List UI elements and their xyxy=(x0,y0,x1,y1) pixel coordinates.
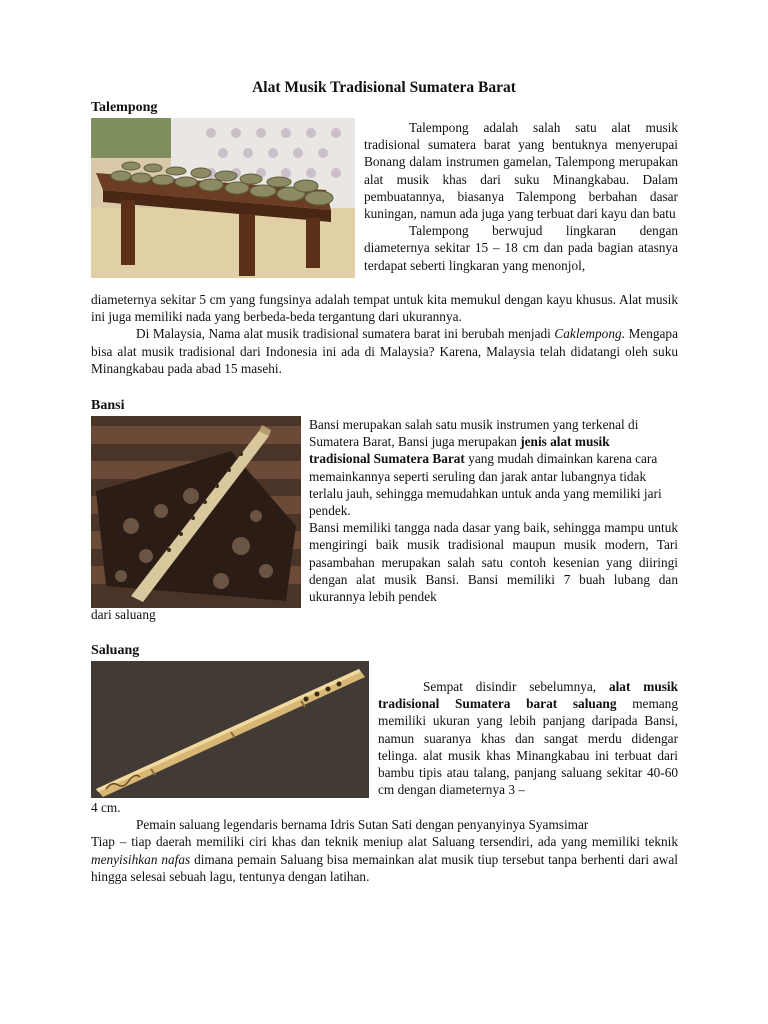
talempong-paragraph-1 xyxy=(364,119,678,274)
page-title: Alat Musik Tradisional Sumatera Barat xyxy=(252,79,516,96)
caklempong-term: Caklempong xyxy=(554,326,622,342)
saluang-text-1-bold: alat musik tradisional Sumatera barat saluang xyxy=(378,679,678,712)
saluang-text-1-tail: 4 cm. xyxy=(91,800,121,815)
saluang-photo xyxy=(91,661,369,798)
bansi-text-1-pre: Bansi merupakan salah satu musik instrumen yang terkenal di Sumatera Barat, Bansi juga merupakan xyxy=(309,417,639,450)
bansi-text-1-post: yang mudah dimainkan karena cara memainkannya seperti seruling dan jarak antar lubangnya tidak terlalu jauh, sehingga memudahkan untuk anda yang memiliki jari pendek. xyxy=(309,451,662,519)
saluang-text-1-post: memang memiliki ukuran yang lebih panjang daripada Bansi, namun suaranya khas dan sangat merdu didengar telinga. alat musik khas Minangkabau ini terbuat dari bambu tipis atau talang, panjang saluang sekitar 40-60 cm dengan diameternya 3 – xyxy=(378,696,678,798)
bansi-text-1 xyxy=(309,416,669,519)
section-heading-bansi: Bansi xyxy=(91,398,125,413)
saluang-paragraph-1 xyxy=(378,678,678,798)
saluang-text-3-pre: Tiap – tiap daerah memiliki ciri khas dan teknik meniup alat Saluang tersendiri, ada yang memiliki teknik xyxy=(91,834,678,850)
talempong-text-1: Talempong adalah salah satu alat musik tradisional sumatera barat yang bentuknya menyerupai Bonang dalam instrumen gamelan, Talempong merupakan alat musik khas dari suku Minangkabau. Dalam pembuatannya, biasanya Talempong berbahan dasar kuningan, namun ada juga yang terbuat dari kayu dan batu xyxy=(364,120,678,222)
bansi-paragraph-1 xyxy=(309,416,678,605)
talempong-paragraph-2 xyxy=(91,291,678,377)
saluang-text-3 xyxy=(91,833,678,885)
saluang-text-1 xyxy=(378,678,678,798)
bansi-photo xyxy=(91,416,301,608)
saluang-text-1-pre: Sempat disindir sebelumnya, xyxy=(423,679,609,694)
bansi-text-2: Bansi memiliki tangga nada dasar yang baik, sehingga mampu untuk mengiringi baik musik tradisional maupun musik modern, Tari pasambahan merupakan salah satu contoh kesenian yang diiringi dengan alat musik Bansi. Bansi memiliki 7 buah lubang dan ukurannya lebih pendek xyxy=(309,520,678,605)
talempong-text-2a: Talempong berwujud lingkaran dengan diameternya sekitar 15 – 18 cm dan pada bagian atasnya terdapat seberti lingkaran yang menonjol, xyxy=(364,223,678,273)
talempong-text-3-post: . Mengapa bisa alat musik tradisional dari Indonesia ini ada di Malaysia? Karena, Malaysia telah didatangi oleh suku Minangkabau pada abad 15 masehi. xyxy=(91,326,678,376)
section-heading-saluang: Saluang xyxy=(91,643,140,658)
saluang-paragraph-2 xyxy=(91,799,678,885)
section-heading-talempong: Talempong xyxy=(91,100,158,115)
saluang-text-2: Pemain saluang legendaris bernama Idris Sutan Sati dengan penyanyinya Syamsimar xyxy=(136,817,589,833)
talempong-text-3-pre: Di Malaysia, Nama alat musik tradisional sumatera barat ini berubah menjadi xyxy=(136,326,555,342)
saluang-text-3-post: dimana pemain Saluang bisa memainkan alat musik tiup tersebut tanpa berhenti dari awal hingga selesai sebuah lagu, tentunya dengan latihan. xyxy=(91,851,678,884)
bansi-text-1-bold: jenis alat musik tradisional Sumatera Barat xyxy=(309,434,610,467)
talempong-text-2b: diameternya sekitar 5 cm yang fungsinya adalah tempat untuk kita memukul dengan kayu khusus. Alat musik ini juga memiliki nada yang berbeda-beda tergantung dari ukurannya. xyxy=(91,292,678,325)
bansi-text-2-tail: dari saluang xyxy=(91,607,156,622)
talempong-text-3 xyxy=(91,325,678,377)
menyisihkan-nafas-term: menyisihkan nafas xyxy=(91,851,191,867)
bansi-paragraph-tail xyxy=(91,606,391,623)
talempong-photo xyxy=(91,118,355,278)
